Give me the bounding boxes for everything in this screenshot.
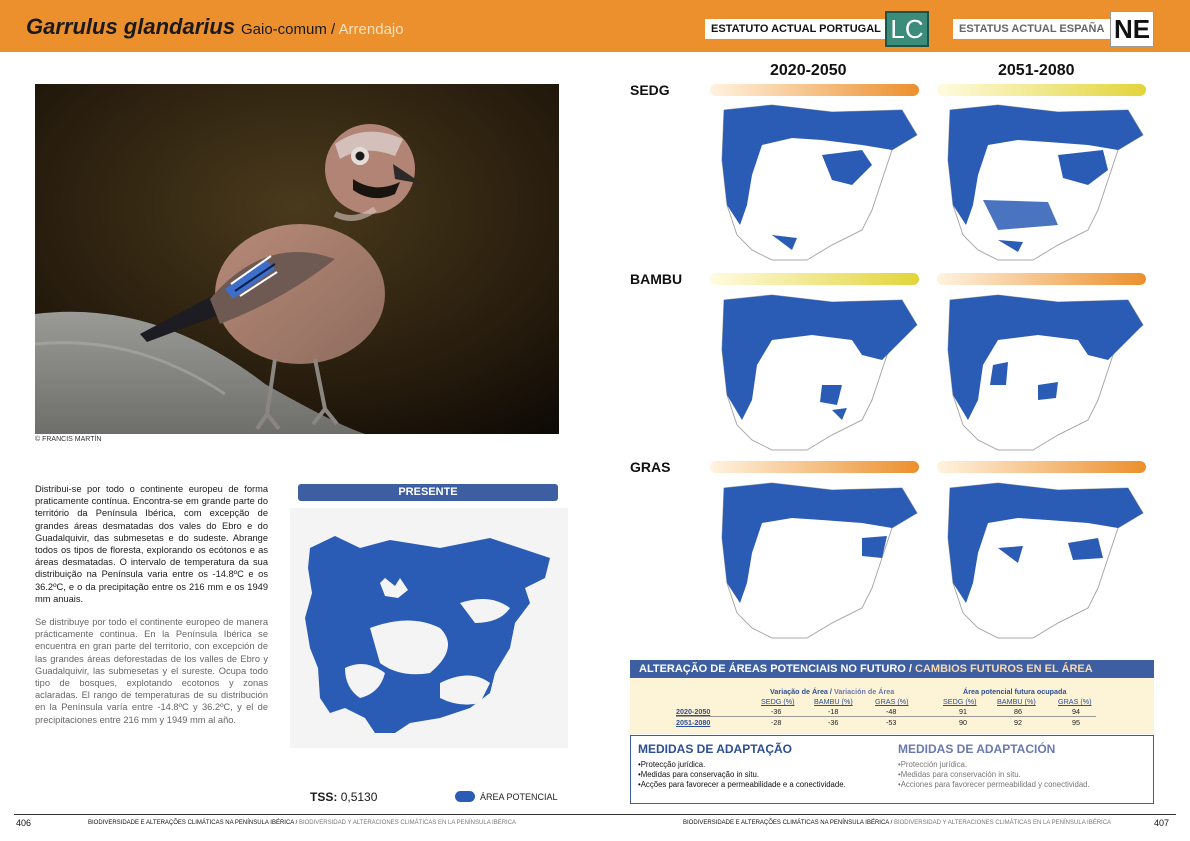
- sedg-2051-bar: [937, 84, 1146, 96]
- status-es-badge: NE: [1110, 11, 1154, 47]
- sedg-2020-bar: [710, 84, 919, 96]
- tss-score: [310, 790, 377, 804]
- measure-es-item: •Medidas para conservación in situ.: [898, 770, 1021, 779]
- group-occupied: Área potencial futura ocupada: [963, 687, 1067, 696]
- status-es-label: ESTATUS ACTUAL ESPAÑA: [953, 19, 1110, 39]
- measures-title-pt: MEDIDAS DE ADAPTAÇÃO: [638, 742, 793, 756]
- status-pt-label: ESTATUTO ACTUAL PORTUGAL: [705, 19, 887, 39]
- col-gras-1: GRAS (%): [875, 697, 909, 706]
- row-period-2: 2051-2080: [676, 718, 711, 727]
- map-bambu-2020-2050: [712, 290, 922, 460]
- r2-occ-gras: 95: [1072, 718, 1080, 727]
- alteration-table: [630, 678, 1154, 734]
- legend-swatch: [455, 791, 475, 802]
- present-distribution-map: [290, 508, 568, 748]
- map-gras-2020-2050: [712, 478, 922, 648]
- common-name-pt: Gaio-comum: [241, 21, 327, 38]
- col-bambu-1: BAMBU (%): [814, 697, 853, 706]
- bambu-2051-bar: [937, 273, 1146, 285]
- col-sedg-2: SEDG (%): [943, 697, 977, 706]
- bambu-2020-bar: [710, 273, 919, 285]
- scenario-gras: GRAS: [630, 459, 671, 475]
- measure-es-item: •Protección jurídica.: [898, 760, 968, 769]
- r1-occ-gras: 94: [1072, 707, 1080, 716]
- map-sedg-2020-2050: [712, 100, 922, 270]
- alteration-title: [630, 660, 1154, 678]
- scenario-sedg: SEDG: [630, 82, 670, 98]
- common-names: [241, 21, 404, 38]
- map-sedg-2051-2080: [938, 100, 1148, 270]
- common-name-es: Arrendajo: [338, 21, 404, 38]
- photo-credit: © FRANCIS MARTÍN: [35, 436, 102, 443]
- table-divider: [676, 716, 1096, 717]
- measures-title-es: MEDIDAS DE ADAPTACIÓN: [898, 742, 1056, 756]
- footer-title-right: [683, 820, 1111, 826]
- footer-title-es: BIODIVERSIDAD Y ALTERACIONES CLIMÁTICAS EN LA PENÍNSULA IBÉRICA: [298, 820, 517, 826]
- footer-rule: [14, 814, 1176, 815]
- measure-es-item: •Acciones para favorecer permeabilidad y conectividad.: [898, 780, 1090, 789]
- footer-title-pt: BIODIVERSIDADE E ALTERAÇÕES CLIMÁTICAS NA PENÍNSULA IBÉRICA /: [88, 820, 298, 826]
- period-2020-2050: 2020-2050: [770, 62, 847, 79]
- row-period-1: 2020-2050: [676, 707, 711, 716]
- alteration-title-pt: ALTERAÇÃO DE ÁREAS POTENCIAIS NO FUTURO /: [639, 663, 912, 675]
- scientific-name: Garrulus glandarius: [26, 14, 236, 39]
- r2-var-bambu: -36: [828, 718, 839, 727]
- r2-occ-bambu: 92: [1014, 718, 1022, 727]
- group-variation-pt: Variação de Área /: [770, 687, 832, 696]
- status-pt-badge: LC: [885, 11, 929, 47]
- bird-photo: [35, 84, 559, 434]
- col-gras-2: GRAS (%): [1058, 697, 1092, 706]
- gras-2020-bar: [710, 461, 919, 473]
- present-map: [290, 508, 568, 748]
- measure-pt-item: •Medidas para conservação in situ.: [638, 770, 760, 779]
- legend-label: ÁREA POTENCIAL: [480, 792, 558, 802]
- description-es: Se distribuye por todo el continente europeo de manera prácticamente continua. En la Península Ibérica se encuentra en gran parte del territorio, con excepción de las grandes áreas deforestadas de los valles de Ebro y Guadalquivir, las submesetas y el sureste. Ocupa todo tipo de bosques, explotando ecotonos y zonas aclaradas. El rango de temperaturas de su distribución en la Península varía entre -14.8ºC y 36.2ºC, y el de precipitaciones entre 216 mm y 1949 mm al año.: [35, 617, 268, 725]
- gras-2051-bar: [937, 461, 1146, 473]
- col-bambu-2: BAMBU (%): [997, 697, 1036, 706]
- r1-var-bambu: -18: [828, 707, 839, 716]
- col-sedg-1: SEDG (%): [761, 697, 795, 706]
- header-bar: [0, 0, 1190, 52]
- r1-var-gras: -48: [886, 707, 897, 716]
- map-bambu-2051-2080: [938, 290, 1148, 460]
- r1-occ-bambu: 86: [1014, 707, 1022, 716]
- r2-occ-sedg: 90: [959, 718, 967, 727]
- page-number-left: 406: [16, 818, 32, 828]
- footer-title-es: BIODIVERSIDAD Y ALTERACIONES CLIMÁTICAS EN LA PENÍNSULA IBÉRICA: [893, 820, 1112, 826]
- description-pt: Distribui-se por todo o continente europeu de forma praticamente contínua. Encontra-se em grande parte do território da Península Ibérica, com excepção de grandes áreas desmatadas dos vales do Ebro e do Guadalquivir, das submesetas e do sudeste. Abrange todos os tipos de floresta, explorando os ecótonos e as áreas desmatadas. O intervalo de temperatura da sua distribuição na Península varia entre os -14.8ºC e os 36.2ºC, e o da precipitação entre os 216 mm e os 1949 mm anuais.: [35, 484, 268, 604]
- measures-list-es: [898, 760, 1090, 790]
- r2-var-gras: -53: [886, 718, 897, 727]
- footer-title-pt: BIODIVERSIDADE E ALTERAÇÕES CLIMÁTICAS NA PENÍNSULA IBÉRICA /: [683, 820, 893, 826]
- alteration-title-es: CAMBIOS FUTUROS EN EL ÁREA: [915, 663, 1093, 675]
- measure-pt-item: •Protecção jurídica.: [638, 760, 706, 769]
- jay-illustration: [35, 84, 559, 434]
- footer-title-left: [88, 820, 516, 826]
- r1-var-sedg: -36: [771, 707, 782, 716]
- group-variation: [770, 687, 894, 696]
- page-number-right: 407: [1154, 818, 1170, 828]
- scenario-bambu: BAMBU: [630, 271, 683, 287]
- measure-pt-item: •Acções para favorecer a permeabilidade e a conectividade.: [638, 780, 846, 789]
- r1-occ-sedg: 91: [959, 707, 967, 716]
- map-gras-2051-2080: [938, 478, 1148, 648]
- tss-label: TSS:: [310, 790, 338, 804]
- period-2051-2080: 2051-2080: [998, 62, 1075, 79]
- name-separator: /: [331, 21, 336, 38]
- measures-list-pt: [638, 760, 846, 790]
- present-title: PRESENTE: [298, 484, 558, 501]
- measures-box: [630, 735, 1154, 804]
- group-variation-es: Variación de Área: [833, 687, 895, 696]
- r2-var-sedg: -28: [771, 718, 782, 727]
- tss-value: 0,5130: [340, 790, 378, 804]
